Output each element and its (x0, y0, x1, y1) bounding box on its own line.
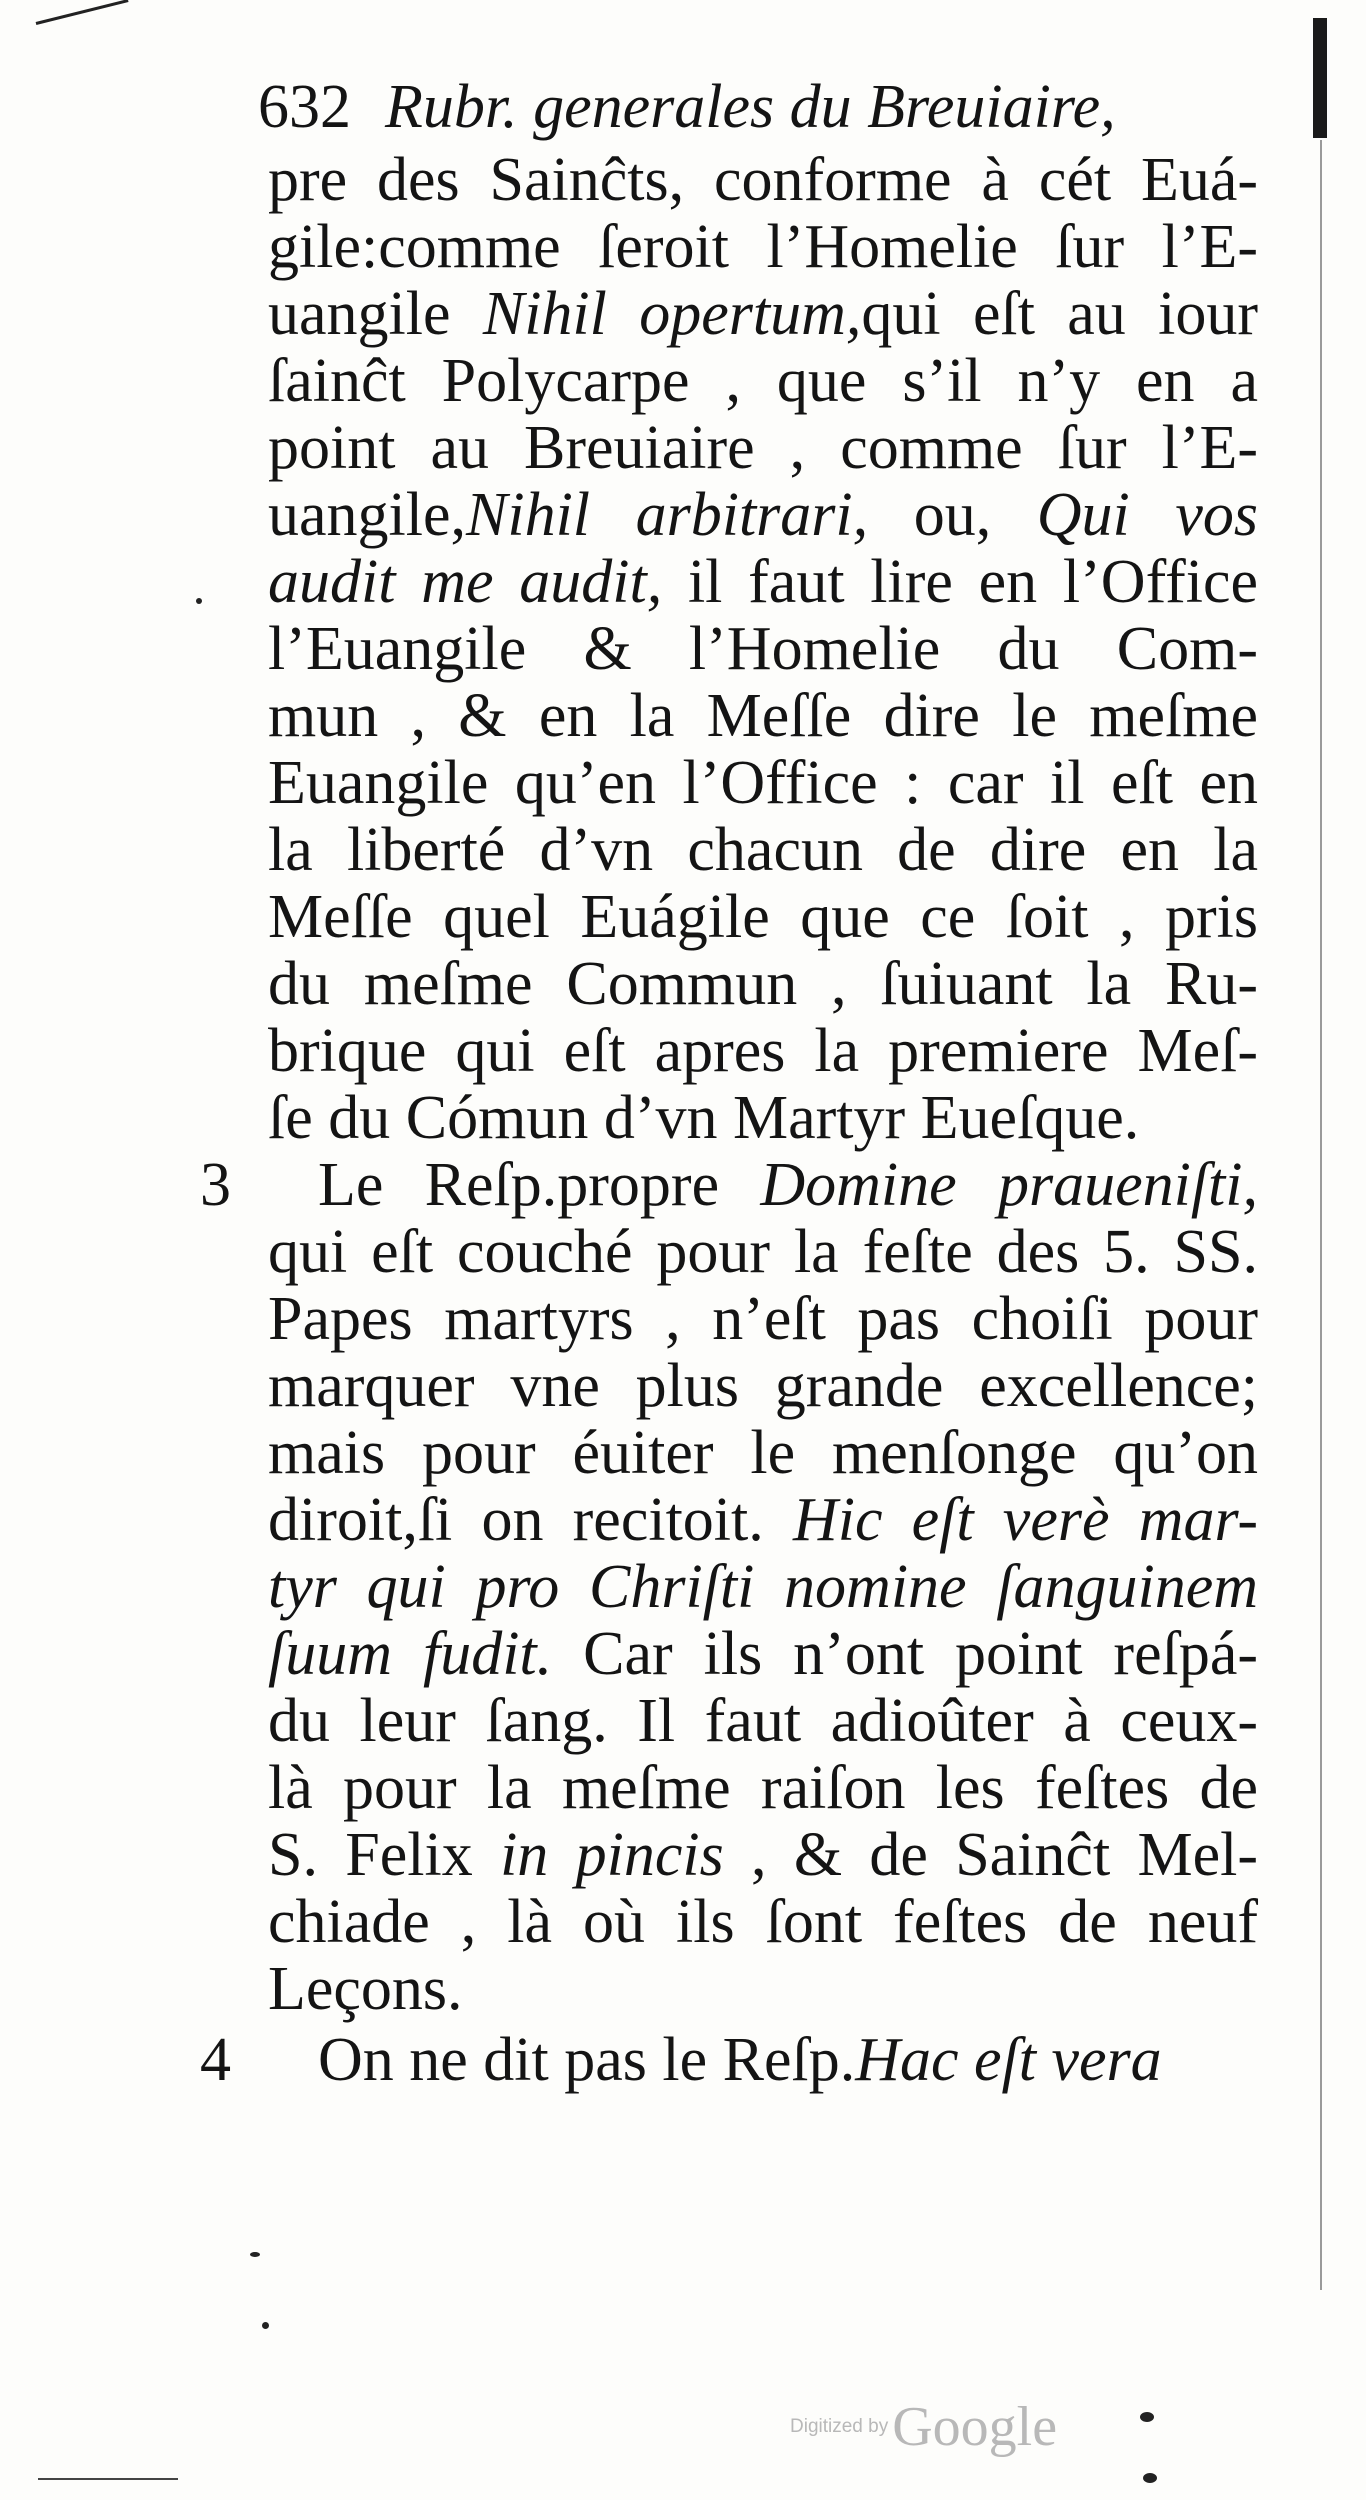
running-header (258, 72, 1258, 142)
line-text: gile:comme ſeroit l’Homelie ſur l’E- (268, 213, 1258, 281)
line-text: Leçons. (268, 1955, 463, 2023)
line-text: ou, (868, 481, 1037, 549)
line-italic: in pincis (500, 1821, 724, 1889)
line-text: Car ils n’ont point reſpá- (552, 1620, 1258, 1688)
ink-speck (1143, 2473, 1157, 2483)
line-text: marquer vne plus grande excellence; (268, 1352, 1258, 1420)
paragraph-number: 4 (200, 2026, 231, 2094)
running-title: Rubr. generales du Breuiaire, (385, 73, 1116, 141)
ink-speck (196, 598, 202, 604)
digitization-watermark (790, 2395, 1057, 2465)
line-text: S. Felix (268, 1821, 501, 1889)
line-text: du leur ſang. Il faut adioûter à ceux- (268, 1687, 1258, 1755)
line-text: la liberté d’vn chacun de dire en la (268, 816, 1258, 884)
line-text: du meſme Commun , ſuiuant la Ru- (268, 950, 1258, 1018)
line-text: diroit,ſi on recitoit. (268, 1486, 793, 1554)
line-italic: audit me audit, (268, 548, 663, 616)
watermark-logo: Google (892, 2396, 1058, 2458)
line-text: l’Euangile & l’Homelie du Com- (268, 615, 1258, 683)
paragraph-number: 3 (200, 1151, 231, 1219)
page-edge-line (1320, 140, 1322, 2290)
line-italic: Nihil opertum, (482, 280, 862, 348)
line-text: qui eſt couché pour la feſte des 5. SS. (268, 1218, 1258, 1286)
page-number: 632 (258, 73, 351, 141)
line-text: uangile, (268, 481, 466, 549)
line-text: là pour la meſme raiſon les feſtes de (268, 1754, 1258, 1822)
line-italic: Qui vos (1036, 481, 1258, 549)
line-text: On ne dit pas le Reſp. (318, 2026, 856, 2094)
line-italic: ſuum fudit. (268, 1620, 553, 1688)
bottom-ink-line (38, 2478, 178, 2480)
line-italic: tyr qui pro Chriſti nomine ſanguinem (268, 1553, 1258, 1621)
ink-speck (1140, 2412, 1154, 2422)
line-text: ſainĉt Polycarpe , que s’il n’y en a (268, 347, 1258, 415)
line-text: Papes martyrs , n’eſt pas choiſi pour (268, 1285, 1258, 1353)
line-text: ſe du Cómun d’vn Martyr Eueſque. (268, 1084, 1140, 1152)
line-italic: Hac eſt vera (855, 2026, 1162, 2094)
line-text: point au Breuiaire , comme ſur l’E- (268, 414, 1258, 482)
line-text: Euangile qu’en l’Office : car il eſt en (268, 749, 1258, 817)
ink-speck (262, 2322, 269, 2329)
line-text: chiade , là où ils ſont feſtes de neuf (268, 1888, 1258, 1956)
line-text: Meſſe quel Euágile que ce ſoit , pris (268, 883, 1258, 951)
line-text: il faut lire en l’Office (662, 548, 1259, 616)
text-line (318, 2020, 1258, 2100)
line-text: mais pour éuiter le menſonge qu’on (268, 1419, 1258, 1487)
line-text: qui eſt au iour (861, 280, 1258, 348)
line-text: pre des Sainĉts, conforme à cét Euá- (268, 146, 1258, 214)
line-text: , & de Sainĉt Mel- (723, 1821, 1258, 1889)
page-edge-shadow (1313, 18, 1327, 138)
line-italic: Hic eſt verè mar- (792, 1486, 1258, 1554)
line-text: brique qui eſt apres la premiere Meſ- (268, 1017, 1258, 1085)
line-italic: Domine praueniſti, (760, 1151, 1258, 1219)
line-italic: Nihil arbitrari, (466, 481, 869, 549)
line-text: mun , & en la Meſſe dire le meſme (268, 682, 1258, 750)
watermark-prefix: Digitized by (790, 2416, 889, 2437)
corner-ink-mark (36, 0, 129, 25)
line-text: uangile (268, 280, 483, 348)
text-line (268, 1949, 1258, 2029)
ink-speck (250, 2252, 260, 2257)
line-text: Le Reſp.propre (318, 1151, 761, 1219)
